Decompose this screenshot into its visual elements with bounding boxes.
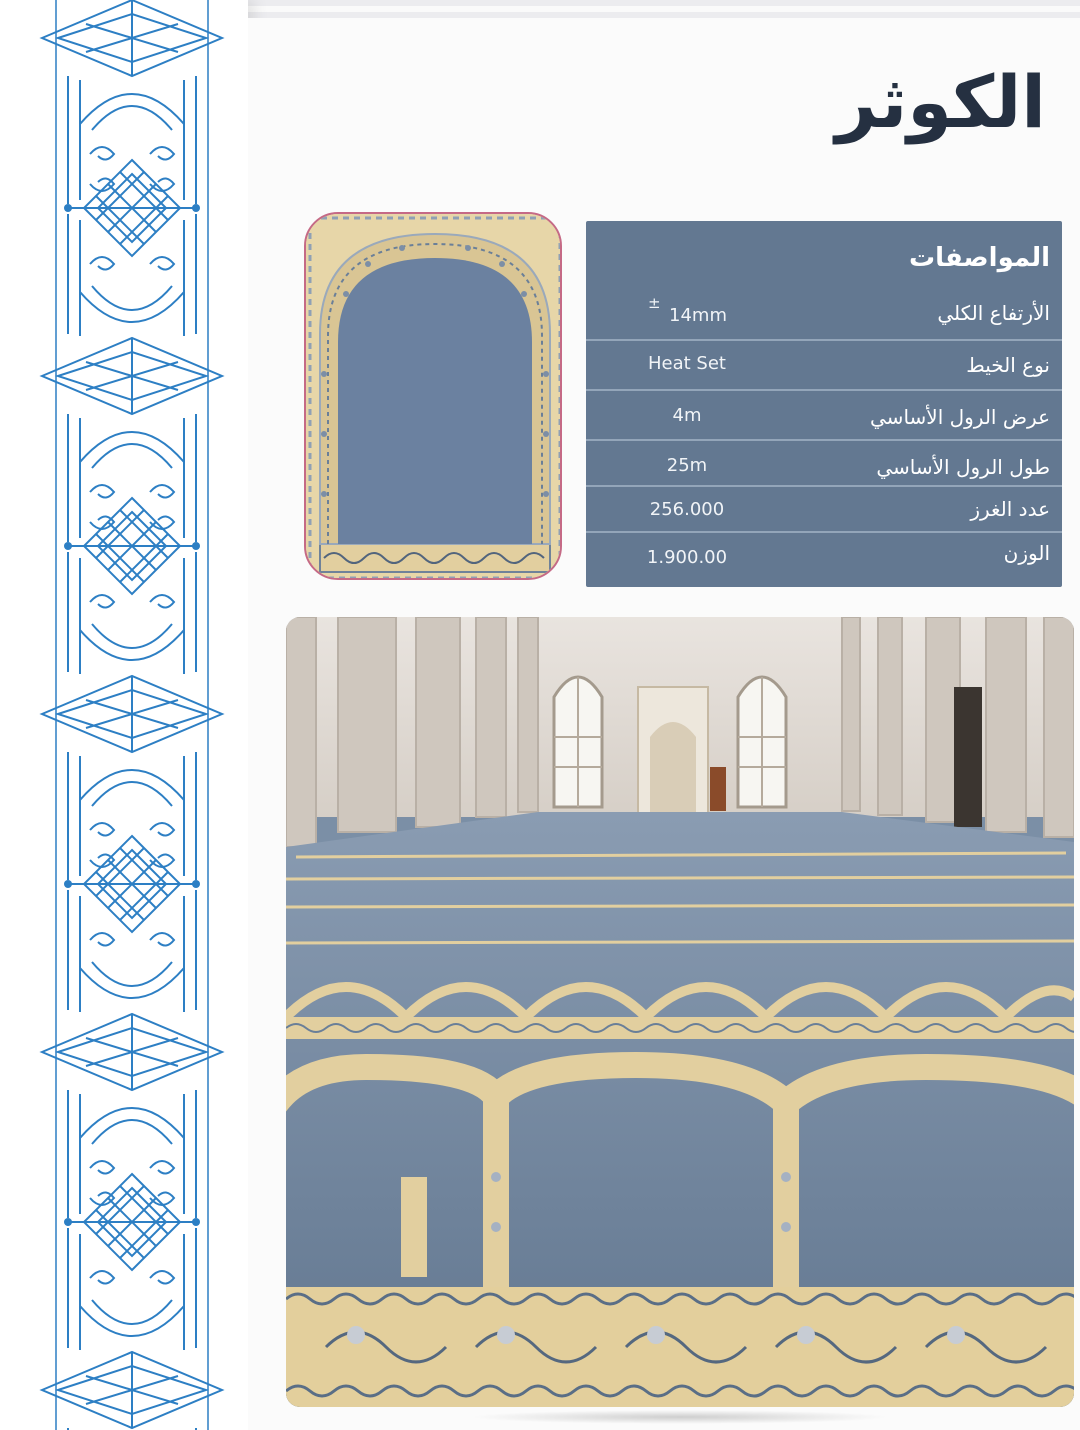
spec-label: نوع الخيط	[966, 353, 1050, 377]
specs-heading: المواصفات	[908, 243, 1050, 273]
spec-value	[586, 294, 788, 326]
ornament-pattern-icon	[0, 0, 248, 1430]
carpet-swatch-image	[304, 212, 562, 580]
plus-minus-sign: ±	[648, 294, 661, 312]
spec-label: طول الرول الأساسي	[876, 455, 1050, 479]
spec-label: الوزن	[1003, 541, 1050, 565]
spec-value: 4m	[672, 405, 702, 426]
product-title: الكوثر	[835, 60, 1046, 144]
spec-value: 1.900.00	[646, 547, 728, 568]
ornament-border	[0, 0, 248, 1430]
spec-row-stitches	[586, 487, 1062, 533]
spec-row-roll-width	[586, 391, 1062, 441]
top-strip-gap	[238, 6, 1080, 12]
spec-row-yarn	[586, 341, 1062, 391]
spec-value: Heat Set	[648, 353, 726, 374]
mosque-carpet-icon	[286, 617, 1074, 1407]
spec-value: 256.000	[649, 499, 725, 520]
specs-panel	[586, 221, 1062, 587]
spec-value-text: 14mm	[669, 305, 727, 326]
spec-label: الأرتفاع الكلي	[937, 301, 1050, 325]
carpet-swatch-icon	[306, 214, 562, 580]
spec-label: عرض الرول الأساسي	[870, 405, 1050, 429]
spec-row-height	[586, 291, 1062, 341]
spec-row-roll-length	[586, 441, 1062, 487]
mosque-interior-photo	[286, 617, 1074, 1407]
spec-label: عدد الغرز	[970, 497, 1050, 521]
bottom-shadow	[470, 1410, 890, 1424]
ornament-repeat	[42, 0, 222, 1430]
spec-row-weight	[586, 533, 1062, 585]
spec-value: 25m	[666, 455, 708, 476]
